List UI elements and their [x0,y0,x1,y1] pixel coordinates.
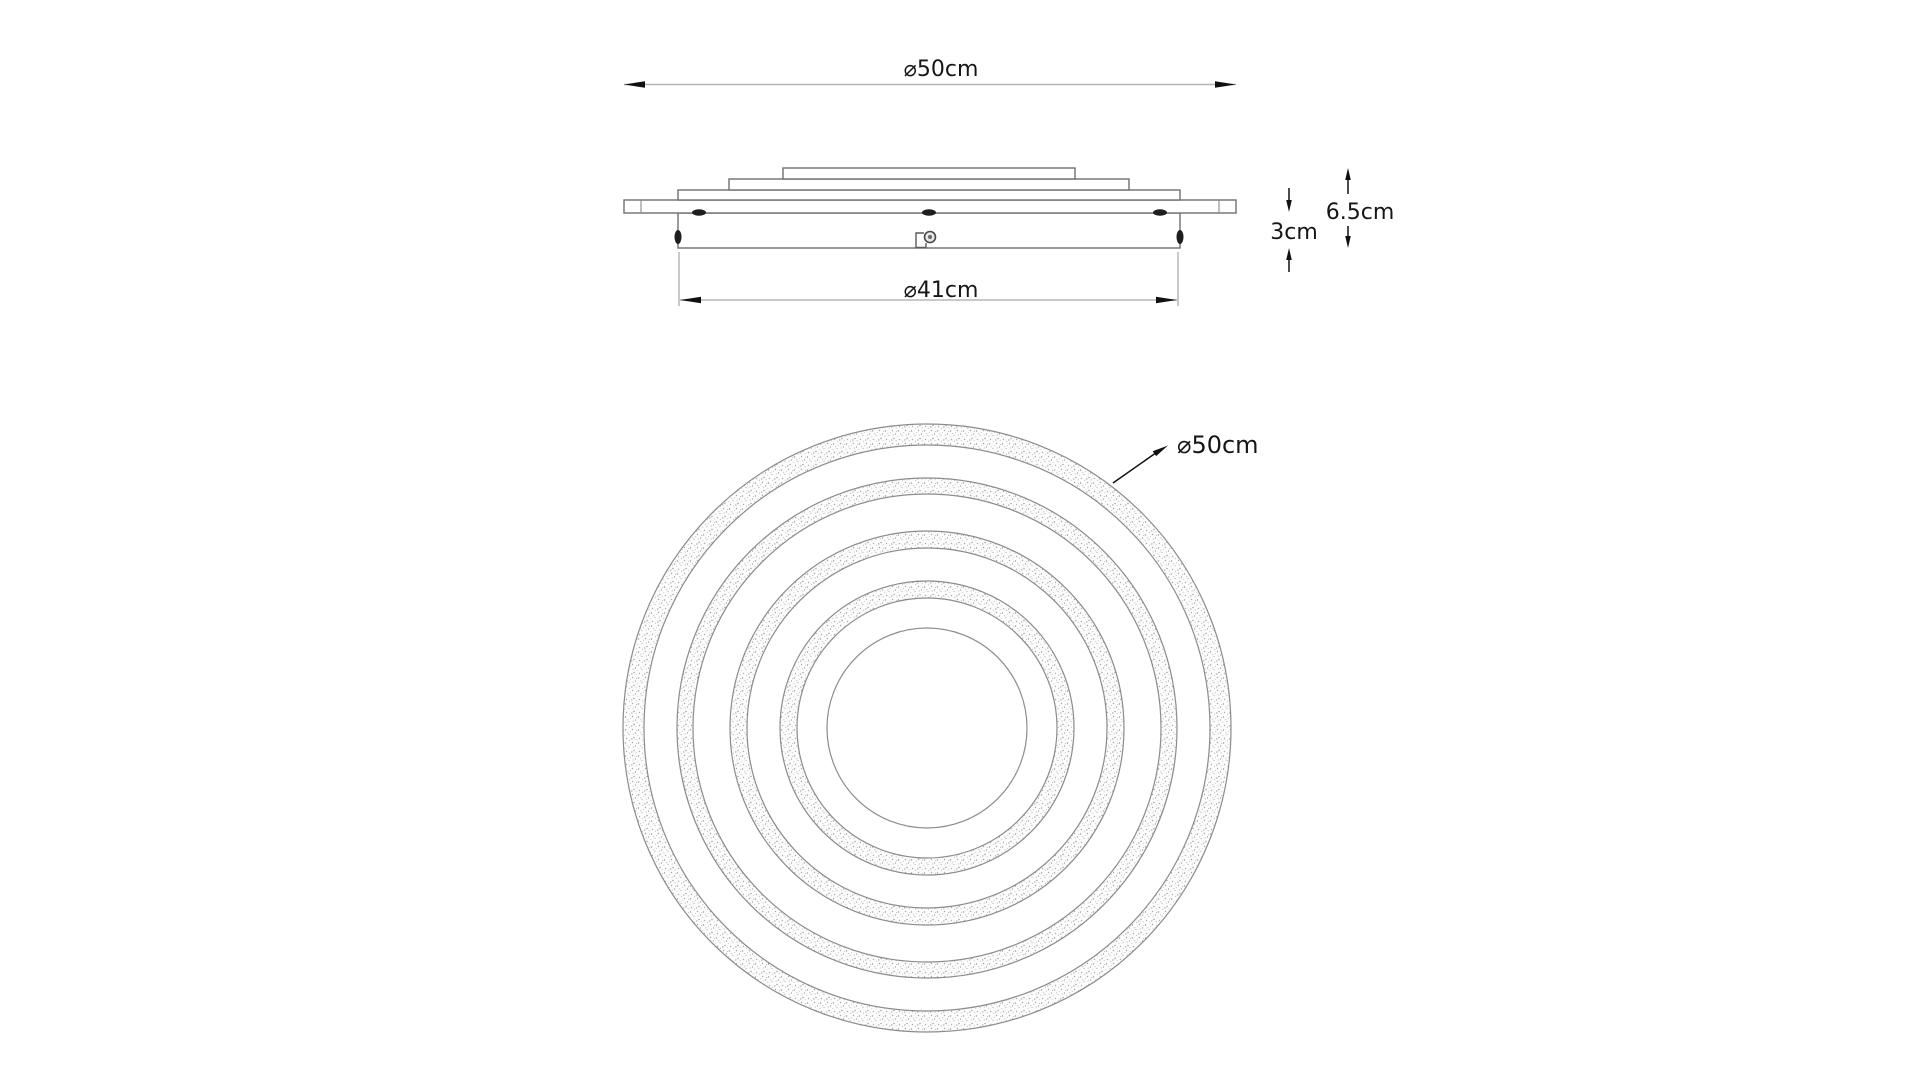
dimension-bottom-diameter [679,252,1178,306]
ring-outline-2-inner [693,494,1161,962]
lamp-side-profile [624,168,1236,248]
center-circle-outline [827,628,1027,828]
ring-outline-3-inner [747,548,1107,908]
dimension-total-height [1326,168,1395,248]
clip-left-icon [692,209,706,215]
dimension-label-bottom-diameter: ⌀41cm [903,278,979,303]
tier-3-edge [678,190,1180,200]
clip-center-icon [922,209,936,215]
arrowhead-left-icon [680,297,701,304]
light-ring-band-2 [685,486,1169,970]
tier-2-edge [729,179,1129,190]
latch-left-icon [675,230,682,244]
ring-outline-1-inner [644,445,1210,1011]
top-view [623,424,1259,1032]
arrowhead-up-icon [1345,168,1351,180]
arrowhead-up-right-icon [1153,446,1168,457]
arrowhead-down-icon [1345,236,1351,248]
dimension-label-top-view-diameter: ⌀50cm [1177,431,1259,459]
latch-right-icon [1177,230,1184,244]
side-view [624,57,1394,306]
arrowhead-up-icon [1286,248,1292,260]
dimension-label-total-height: 6.5cm [1325,200,1395,225]
light-ring-band-1 [634,435,1221,1022]
arrowhead-left-icon [624,81,645,88]
dimension-top-diameter [624,57,1236,88]
tier-1-edge [783,168,1075,179]
clamp-screw-center-icon [928,235,932,239]
frosted-ring-bands [634,435,1221,1022]
dimension-base-height [1270,188,1318,272]
clip-right-icon [1153,209,1167,215]
dimension-label-top-diameter: ⌀50cm [903,57,979,82]
arrowhead-down-icon [1286,200,1292,212]
dimension-label-base-height: 3cm [1270,220,1318,245]
leader-line [1113,450,1160,483]
arrowhead-right-icon [1215,81,1236,88]
dimension-top-view-diameter [1113,431,1259,483]
arrowhead-right-icon [1156,297,1177,304]
light-ring-band-4 [789,590,1066,867]
ring-outline-4-inner [797,598,1057,858]
